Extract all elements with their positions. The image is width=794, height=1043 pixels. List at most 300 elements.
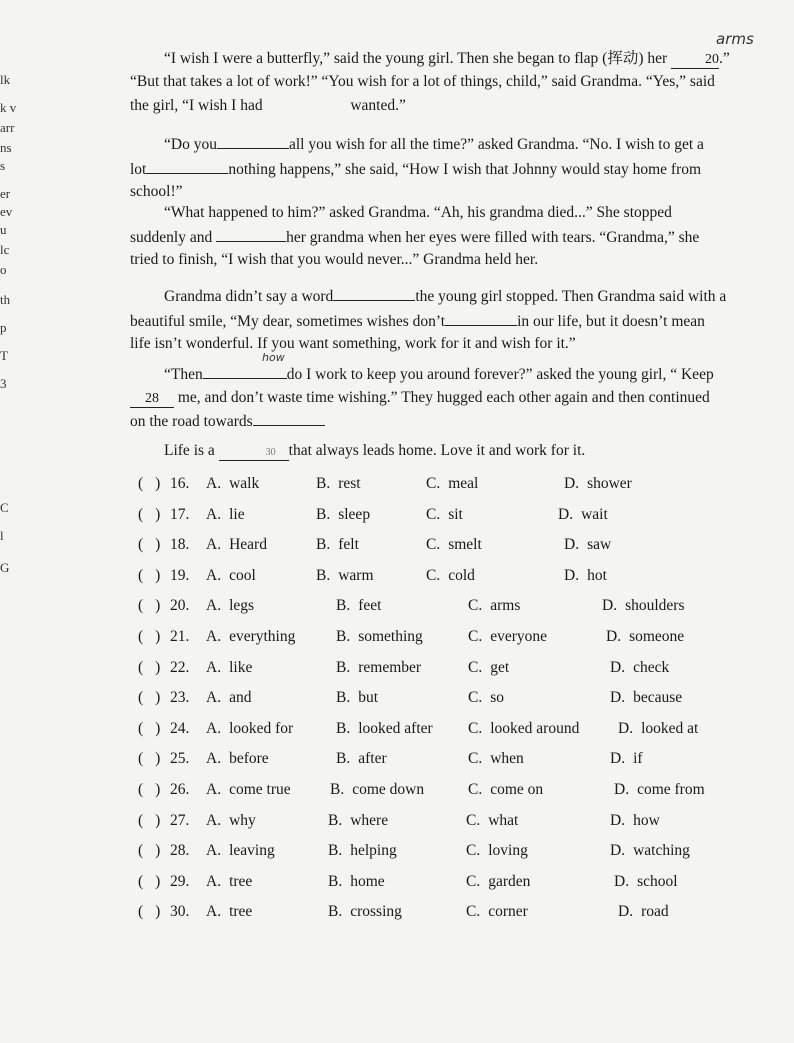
option-text: shoulders — [625, 597, 685, 615]
p2-line2-end: nothing happens,” she said, “How I wish that Johnny would stay home from — [228, 160, 702, 178]
answer-paren[interactable] — [138, 717, 160, 741]
option-c[interactable] — [426, 503, 463, 527]
option-d[interactable] — [618, 717, 698, 741]
option-text: crossing — [350, 903, 402, 921]
p5-line1-end: do I work to keep you around forever?” asked the young girl, “ Keep — [286, 366, 714, 383]
question-number: 19. — [170, 566, 190, 584]
option-letter: B. — [336, 750, 351, 768]
option-b[interactable] — [316, 472, 361, 496]
paren-open: ( — [138, 628, 144, 645]
handwritten-arms-note: arms — [716, 30, 754, 48]
option-text: what — [488, 811, 519, 829]
option-text: watching — [633, 842, 690, 860]
option-c[interactable] — [466, 809, 518, 833]
p3-line3: tried to finish, “I wish that you would never...” Grandma held her. — [130, 251, 539, 268]
option-letter: B. — [328, 872, 343, 890]
option-letter: B. — [330, 781, 345, 798]
option-letter: C. — [466, 811, 481, 829]
blank-30[interactable] — [219, 444, 289, 461]
option-letter: B. — [336, 597, 351, 615]
question-number: 18. — [170, 536, 190, 554]
option-text: come true — [229, 781, 291, 798]
option-letter: B. — [328, 842, 343, 860]
option-b[interactable] — [336, 656, 421, 680]
option-letter: B. — [328, 903, 343, 921]
p5-line1-start: “Then — [164, 366, 203, 383]
answer-paren[interactable] — [138, 564, 160, 588]
option-text: meal — [448, 475, 479, 492]
option-c[interactable] — [468, 625, 547, 649]
option-letter: B. — [316, 505, 331, 523]
answer-paren[interactable] — [138, 594, 160, 618]
option-text: how — [633, 811, 660, 829]
paren-close: ) — [155, 689, 161, 707]
option-letter: A. — [206, 719, 222, 737]
question-row — [138, 809, 778, 833]
option-text: looked around — [490, 719, 580, 737]
option-text: feet — [358, 597, 382, 615]
option-a[interactable] — [206, 533, 267, 557]
question-number: 23. — [170, 689, 190, 707]
margin-fragment: ev — [0, 204, 13, 219]
option-letter: A. — [206, 536, 222, 554]
option-b[interactable] — [336, 747, 387, 771]
option-text: come down — [352, 781, 425, 798]
option-text: garden — [488, 872, 531, 890]
option-d[interactable] — [618, 900, 669, 924]
option-letter: B. — [336, 628, 351, 645]
option-letter: C. — [468, 658, 483, 676]
option-letter: C. — [468, 719, 483, 737]
option-letter: A. — [206, 750, 222, 768]
paren-open: ( — [138, 689, 144, 707]
p6-line1-start: Life is a — [164, 442, 215, 459]
option-text: helping — [350, 842, 397, 860]
option-text: so — [490, 689, 505, 707]
p4-line1-start: Grandma didn’t say a word — [164, 288, 334, 305]
paren-close: ) — [155, 566, 161, 584]
margin-fragment: C — [0, 500, 9, 515]
paren-close: ) — [155, 719, 161, 737]
option-text: arms — [490, 597, 521, 615]
paragraph-1 — [130, 48, 770, 118]
option-letter: C. — [466, 872, 481, 890]
option-text: remember — [358, 658, 422, 676]
option-text: come from — [637, 781, 705, 798]
option-letter: A. — [206, 689, 222, 707]
p4-line1-end: the young girl stopped. Then Grandma said with a — [415, 288, 727, 305]
option-a[interactable] — [206, 870, 252, 894]
blank-27[interactable] — [203, 362, 287, 379]
option-letter: B. — [336, 689, 351, 707]
p2-line1-end: all you wish for all the time?” asked Grandma. “No. I wish to get a — [288, 136, 704, 153]
margin-fragment: lk — [0, 72, 11, 87]
option-c[interactable] — [426, 472, 478, 496]
option-letter: C. — [466, 842, 481, 860]
margin-fragment: p — [0, 320, 7, 335]
option-letter: C. — [468, 689, 483, 707]
option-text: come on — [490, 781, 544, 798]
option-text: everyone — [490, 628, 548, 645]
question-number: 20. — [170, 597, 190, 615]
answer-paren[interactable] — [138, 656, 160, 680]
question-number: 16. — [170, 475, 190, 492]
option-c[interactable] — [468, 594, 520, 618]
option-b[interactable] — [328, 839, 397, 863]
p1-line3-start: the girl, “I wish I had — [130, 97, 263, 114]
option-d[interactable] — [602, 594, 685, 618]
p4-line2-end: in our life, but it doesn’t mean — [517, 312, 705, 330]
option-a[interactable] — [206, 809, 256, 833]
option-a[interactable] — [206, 686, 251, 710]
option-text: sleep — [338, 505, 371, 523]
paren-open: ( — [138, 811, 144, 829]
answer-paren[interactable] — [138, 900, 160, 924]
question-row — [138, 839, 778, 863]
paren-close: ) — [155, 750, 161, 768]
p1-line1-end: .” — [719, 50, 730, 67]
option-letter: A. — [206, 872, 222, 890]
option-letter: D. — [602, 597, 618, 615]
answer-paren[interactable] — [138, 778, 160, 802]
option-c[interactable] — [468, 717, 579, 741]
option-letter: D. — [610, 811, 626, 829]
option-b[interactable] — [336, 717, 433, 741]
margin-fragment: er — [0, 186, 11, 201]
option-text: but — [358, 689, 379, 707]
option-d[interactable] — [614, 778, 705, 802]
paren-open: ( — [138, 597, 144, 615]
option-c[interactable] — [468, 686, 504, 710]
option-letter: C. — [426, 475, 441, 492]
option-letter: A. — [206, 505, 222, 523]
question-number: 21. — [170, 628, 190, 645]
p3-line1: “What happened to him?” asked Grandma. “Ah, his grandma died...” She stopped — [164, 204, 672, 221]
option-letter: C. — [468, 628, 483, 645]
option-letter: A. — [206, 597, 222, 615]
option-letter: D. — [564, 475, 580, 492]
option-text: shower — [587, 475, 632, 492]
margin-fragment: ns — [0, 140, 12, 155]
paren-open: ( — [138, 781, 144, 798]
blank-25[interactable] — [333, 284, 415, 301]
option-text: get — [490, 658, 510, 676]
option-text: legs — [229, 597, 255, 615]
option-text: everything — [229, 628, 296, 645]
margin-fragment: G — [0, 560, 10, 575]
option-text: when — [490, 750, 524, 768]
option-letter: D. — [610, 658, 626, 676]
option-d[interactable] — [558, 503, 608, 527]
option-text: tree — [229, 903, 253, 921]
question-number: 26. — [170, 781, 190, 798]
option-a[interactable] — [206, 625, 295, 649]
question-number: 24. — [170, 719, 190, 737]
option-letter: C. — [426, 536, 441, 554]
question-row — [138, 625, 778, 649]
option-letter: D. — [618, 719, 634, 737]
paren-close: ) — [155, 658, 161, 676]
margin-fragment: 3 — [0, 376, 7, 391]
option-text: like — [229, 658, 253, 676]
answer-paren[interactable] — [138, 809, 160, 833]
question-row — [138, 747, 778, 771]
option-a[interactable] — [206, 717, 293, 741]
option-d[interactable] — [564, 564, 607, 588]
question-row — [138, 870, 778, 894]
option-a[interactable] — [206, 656, 252, 680]
margin-fragment: th — [0, 292, 11, 307]
paren-open: ( — [138, 842, 144, 860]
option-d[interactable] — [564, 472, 632, 496]
option-d[interactable] — [614, 870, 678, 894]
question-row — [138, 900, 778, 924]
option-letter: B. — [336, 658, 351, 676]
p3-line2-start: suddenly and — [130, 228, 213, 246]
paren-open: ( — [138, 536, 144, 554]
option-a[interactable] — [206, 472, 259, 496]
paren-close: ) — [155, 811, 161, 829]
option-c[interactable] — [468, 656, 509, 680]
option-text: tree — [229, 872, 253, 890]
question-row — [138, 564, 778, 588]
option-d[interactable] — [610, 686, 682, 710]
option-letter: D. — [614, 781, 630, 798]
option-letter: A. — [206, 658, 222, 676]
answer-paren[interactable] — [138, 686, 160, 710]
p4-line3: life isn’t wonderful. If you want something, work for it and wish for it.” — [130, 335, 576, 352]
option-a[interactable] — [206, 900, 252, 924]
blank-29[interactable] — [253, 409, 325, 426]
option-text: before — [229, 750, 269, 768]
option-d[interactable] — [610, 809, 660, 833]
option-b[interactable] — [328, 809, 388, 833]
paragraph-2 — [130, 132, 770, 204]
option-c[interactable] — [468, 778, 543, 802]
paragraph-3 — [130, 202, 770, 272]
option-c[interactable] — [426, 564, 475, 588]
option-a[interactable] — [206, 747, 269, 771]
answer-paren[interactable] — [138, 625, 160, 649]
option-letter: C. — [466, 903, 481, 921]
margin-fragment: T — [0, 348, 8, 363]
option-text: where — [350, 811, 389, 829]
option-c[interactable] — [466, 870, 530, 894]
question-row — [138, 533, 778, 557]
option-b[interactable] — [316, 503, 370, 527]
option-b[interactable] — [316, 564, 374, 588]
question-number: 25. — [170, 750, 190, 768]
option-text: looked at — [641, 719, 699, 737]
option-b[interactable] — [328, 870, 385, 894]
option-text: school — [637, 872, 678, 890]
option-text: leaving — [229, 842, 275, 860]
option-b[interactable] — [328, 900, 402, 924]
option-d[interactable] — [564, 533, 611, 557]
option-letter: D. — [610, 750, 626, 768]
answer-paren[interactable] — [138, 533, 160, 557]
option-a[interactable] — [206, 594, 254, 618]
option-text: road — [641, 903, 669, 921]
paren-open: ( — [138, 658, 144, 676]
handwritten-how-note: how — [262, 351, 285, 364]
answer-paren[interactable] — [138, 839, 160, 863]
option-text: Heard — [229, 536, 267, 554]
paren-open: ( — [138, 475, 144, 492]
p2-line3: school!” — [130, 183, 183, 200]
option-text: looked for — [229, 719, 294, 737]
paren-open: ( — [138, 872, 144, 890]
p4-line2-start: beautiful smile, “My dear, sometimes wishes don’t — [130, 312, 446, 330]
option-text: something — [358, 628, 423, 645]
blank-21[interactable] — [266, 93, 346, 110]
question-row — [138, 686, 778, 710]
answer-paren[interactable] — [138, 870, 160, 894]
option-text: looked after — [358, 719, 433, 737]
option-text: rest — [338, 475, 361, 492]
option-text: someone — [629, 628, 685, 645]
question-row — [138, 717, 778, 741]
option-text: warm — [338, 566, 374, 584]
option-text: after — [358, 750, 387, 768]
paren-open: ( — [138, 566, 144, 584]
margin-fragment: o — [0, 262, 7, 277]
option-letter: C. — [468, 597, 483, 615]
option-a[interactable] — [206, 564, 256, 588]
option-letter: A. — [206, 475, 222, 492]
p5-line3: on the road towards — [130, 413, 253, 430]
option-text: saw — [587, 536, 612, 554]
option-b[interactable] — [336, 686, 378, 710]
option-a[interactable] — [206, 839, 275, 863]
paren-close: ) — [155, 842, 161, 860]
option-letter: C. — [468, 781, 483, 798]
option-letter: D. — [610, 689, 626, 707]
paren-open: ( — [138, 903, 144, 921]
option-c[interactable] — [426, 533, 482, 557]
question-number: 27. — [170, 811, 190, 829]
option-letter: A. — [206, 566, 222, 584]
p3-line2-end: her grandma when her eyes were filled with tears. “Grandma,” she — [286, 228, 700, 246]
option-text: smelt — [448, 536, 482, 554]
p2-line2-start: lot — [130, 160, 147, 178]
question-row — [138, 503, 778, 527]
option-letter: B. — [336, 719, 351, 737]
option-d[interactable] — [610, 656, 669, 680]
paren-close: ) — [155, 628, 161, 645]
option-letter: B. — [316, 475, 331, 492]
question-number: 29. — [170, 872, 190, 890]
option-text: cold — [448, 566, 475, 584]
option-a[interactable] — [206, 503, 245, 527]
p6-line1-end: that always leads home. Love it and work for it. — [288, 442, 586, 459]
option-letter: A. — [206, 903, 222, 921]
question-row — [138, 778, 778, 802]
option-text: walk — [229, 475, 260, 492]
margin-fragment: l — [0, 528, 4, 543]
option-letter: D. — [558, 505, 574, 523]
option-letter: B. — [316, 566, 331, 584]
margin-fragment: arr — [0, 120, 15, 135]
option-letter: B. — [316, 536, 331, 554]
blank-23[interactable] — [146, 157, 228, 174]
option-b[interactable] — [336, 625, 423, 649]
blank-28[interactable] — [130, 391, 174, 408]
option-letter: C. — [468, 750, 483, 768]
margin-fragment: s — [0, 158, 6, 173]
paren-close: ) — [155, 475, 161, 492]
option-b[interactable] — [336, 594, 381, 618]
option-text: check — [633, 658, 670, 676]
option-d[interactable] — [606, 625, 684, 649]
paren-open: ( — [138, 750, 144, 768]
option-b[interactable] — [316, 533, 359, 557]
paragraph-4 — [130, 284, 770, 356]
blank-22[interactable] — [217, 132, 289, 149]
margin-fragment: lc — [0, 242, 10, 257]
p1-line3-end: wanted.” — [350, 97, 406, 114]
answer-paren[interactable] — [138, 503, 160, 527]
paren-close: ) — [155, 903, 161, 921]
option-letter: D. — [618, 903, 634, 921]
question-number: 22. — [170, 658, 190, 676]
margin-fragment: k v — [0, 100, 17, 115]
option-b[interactable] — [330, 778, 424, 802]
margin-fragment: u — [0, 222, 7, 237]
question-number: 30. — [170, 903, 190, 921]
paren-close: ) — [155, 505, 161, 523]
option-text: and — [229, 689, 252, 707]
blank-24[interactable] — [216, 225, 286, 242]
option-c[interactable] — [466, 839, 528, 863]
option-letter: D. — [606, 628, 622, 645]
question-number: 17. — [170, 505, 190, 523]
paren-close: ) — [155, 597, 161, 615]
answer-paren[interactable] — [138, 747, 160, 771]
option-text: home — [350, 872, 385, 890]
option-d[interactable] — [610, 839, 690, 863]
option-text: lie — [229, 505, 245, 523]
question-row — [138, 472, 778, 496]
option-a[interactable] — [206, 778, 291, 802]
blank-26[interactable] — [445, 309, 517, 326]
blank-30-answer: 30 — [265, 447, 276, 458]
option-letter: A. — [206, 628, 222, 645]
option-letter: C. — [426, 566, 441, 584]
blank-20[interactable] — [671, 52, 719, 69]
paragraph-6 — [130, 440, 770, 463]
option-text: cool — [229, 566, 256, 584]
question-row — [138, 594, 778, 618]
blank-28-answer: 28 — [145, 390, 159, 406]
option-letter: B. — [328, 811, 343, 829]
option-text: hot — [587, 566, 607, 584]
option-text: if — [633, 750, 643, 768]
paren-close: ) — [155, 536, 161, 554]
question-row — [138, 656, 778, 680]
paren-close: ) — [155, 872, 161, 890]
option-d[interactable] — [610, 747, 643, 771]
option-text: sit — [448, 505, 463, 523]
option-text: wait — [581, 505, 608, 523]
p2-line1-start: “Do you — [164, 136, 217, 153]
option-c[interactable] — [466, 900, 528, 924]
option-letter: A. — [206, 781, 222, 798]
answer-paren[interactable] — [138, 472, 160, 496]
option-c[interactable] — [468, 747, 524, 771]
option-letter: D. — [614, 872, 630, 890]
p5-line2: me, and don’t waste time wishing.” They hugged each other again and then continued — [177, 388, 710, 406]
